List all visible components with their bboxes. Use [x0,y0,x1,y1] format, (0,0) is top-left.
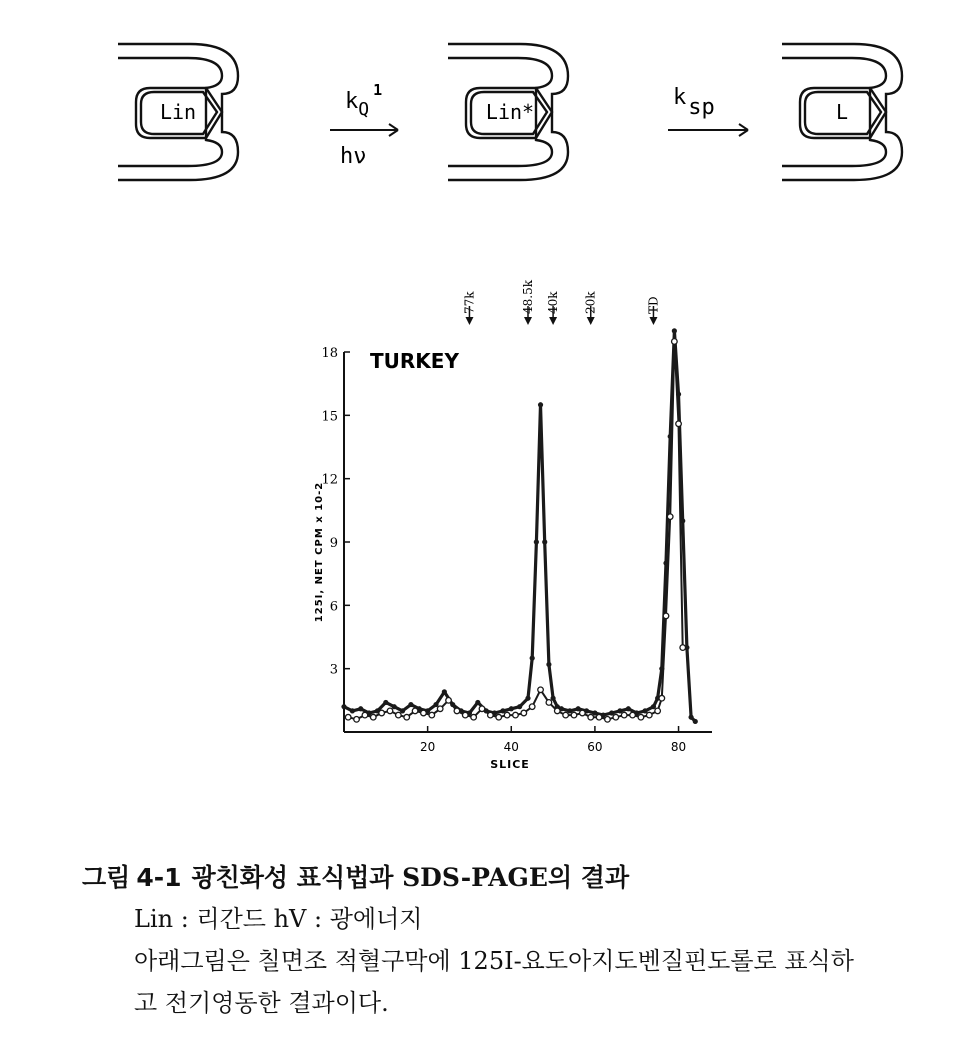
open-data-point [538,687,544,693]
figure-caption [82,858,942,1024]
open-data-point [529,704,535,710]
open-data-point [379,710,385,716]
state3-label: L [835,100,849,124]
arrow1-light-energy: hν [340,144,367,169]
marker-arrow-head [465,317,473,325]
open-data-point [667,514,673,520]
marker-label: 48.5k [521,280,535,314]
filled-data-point [442,689,447,694]
open-data-point [513,712,519,718]
arrow2-rate-constant: ksp [673,85,715,120]
y-tick-label: 18 [321,346,338,361]
open-data-point [462,712,468,718]
x-tick-label: 40 [503,740,519,754]
open-data-point [546,700,552,706]
filled-data-point [693,719,698,724]
state2-label: Lin* [485,100,535,124]
marker-label: 77k [462,291,477,314]
filled-data-point [475,700,480,705]
open-data-point [396,712,402,718]
figure-label: 그림 [82,863,131,892]
y-tick-label: 9 [329,536,338,551]
marker-label: 40k [546,291,561,314]
open-data-point [454,708,460,714]
open-data-point [354,717,360,723]
filled-data-point [546,662,551,667]
open-data-point [659,695,665,701]
open-data-point [554,708,560,714]
marker-label: TD [646,296,661,314]
molecular-weight-markers [462,279,660,325]
y-tick-label: 15 [321,409,338,425]
filled-data-point [358,706,363,711]
open-data-point [580,710,586,716]
open-data-point [504,712,510,718]
marker-arrow-head [549,317,557,325]
open-data-point [646,712,652,718]
open-data-point [404,714,410,720]
open-data-point [479,706,485,712]
open-data-point [621,712,627,718]
open-data-point [362,712,368,718]
state1-label: Lin [159,100,197,124]
chart-series [341,328,697,724]
open-data-point [630,712,636,718]
open-data-point [437,706,443,712]
arrow1-rate-constant: $k_Q^1$ [345,81,383,120]
y-tick-label: 6 [329,599,338,615]
open-data-point [563,712,569,718]
filled-data-point [517,704,522,709]
caption-description-line-1: 아래그림은 칠면조 적혈구막에 125I-요도아지도벤질핀도롤로 표식하 [134,947,854,975]
series-line [344,331,695,722]
x-tick-label: 80 [670,740,687,754]
x-tick-label: 60 [587,740,603,754]
open-data-point [521,710,527,716]
filled-data-point [525,696,530,701]
open-data-point [571,712,577,718]
marker-arrow-head [649,317,657,325]
open-data-point [672,339,678,345]
x-axis-label: SLICE [490,758,530,771]
filled-data-point [542,539,547,544]
open-data-point [605,717,611,723]
filled-data-point [530,656,535,661]
filled-data-point [383,700,388,705]
filled-data-point [350,708,355,713]
y-axis-label: 125I, NET CPM x 10-2 [314,481,325,623]
filled-data-point [538,402,543,407]
open-data-point [588,714,594,720]
open-data-point [370,714,376,720]
filled-data-point [408,702,413,707]
caption-description-line-2: 고 전기영동한 결과이다. [134,989,389,1017]
filled-data-point [688,715,693,720]
open-data-point [345,714,351,720]
open-data-point [655,708,661,714]
open-data-point [429,712,435,718]
open-data-point [638,714,644,720]
open-data-point [387,708,393,714]
open-data-point [680,645,686,651]
filled-data-point [509,706,514,711]
filled-data-point [341,704,346,709]
figure-number: 4-1 [136,863,182,892]
open-data-point [596,714,602,720]
open-data-point [663,613,669,619]
open-data-point [421,710,427,716]
open-data-point [613,714,619,720]
open-data-point [488,712,494,718]
marker-arrow-head [587,317,595,325]
caption-title-line [82,858,942,898]
marker-label: 20k [583,291,598,314]
open-data-point [446,698,452,704]
open-data-point [676,421,682,427]
open-data-point [412,708,418,714]
y-tick-label: 12 [321,472,338,488]
series-line [348,341,683,719]
chart-title: TURKEY [370,349,459,373]
filled-data-point [534,539,539,544]
x-tick-label: 20 [419,740,436,754]
chart-axes [321,346,712,754]
figure-title: 광친화성 표식법과 SDS-PAGE의 결과 [191,863,630,892]
open-data-point [471,714,477,720]
y-tick-label: 3 [329,662,338,678]
filled-data-point [672,328,677,333]
open-data-point [496,714,502,720]
marker-arrow-head [524,317,532,325]
caption-legend-line: Lin : 리간드 hV : 광에너지 [134,905,423,933]
filled-data-point [626,706,631,711]
